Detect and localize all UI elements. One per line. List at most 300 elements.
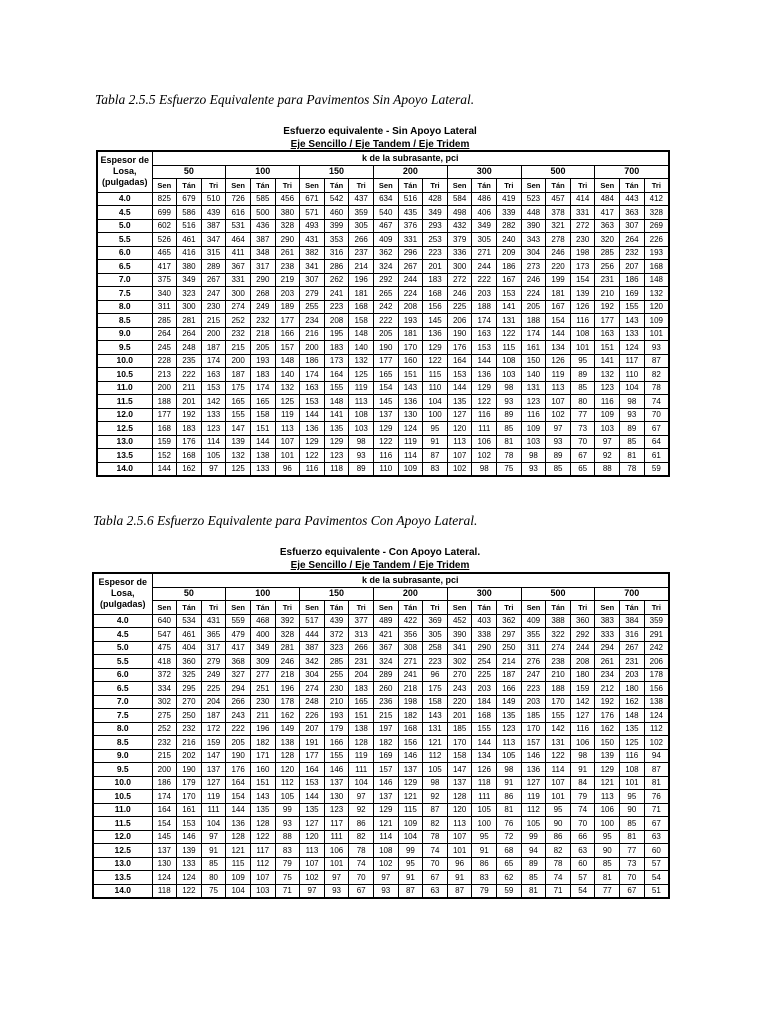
thickness-cell: 6.5: [97, 260, 152, 274]
thickness-header: Espesor de Losa, (pulgadas): [97, 151, 152, 192]
stress-value-cell: 131: [497, 314, 522, 328]
stress-value-cell: 109: [644, 314, 669, 328]
stress-value-cell: 232: [250, 314, 275, 328]
stress-value-cell: 342: [300, 655, 325, 669]
stress-value-cell: 305: [472, 233, 497, 247]
stress-value-cell: 151: [250, 776, 275, 790]
thickness-cell: 10.0: [97, 354, 152, 368]
stress-value-cell: 516: [177, 219, 202, 233]
stress-value-cell: 316: [324, 246, 349, 260]
stress-value-cell: 197: [373, 722, 398, 736]
thickness-cell: 4.5: [93, 628, 152, 642]
thickness-cell: 12.5: [93, 844, 152, 858]
stress-value-cell: 146: [398, 749, 423, 763]
table-row: [93, 655, 669, 669]
stress-value-cell: 200: [152, 381, 177, 395]
stress-value-cell: 159: [570, 682, 595, 696]
stress-value-cell: 202: [177, 749, 202, 763]
stress-value-cell: 144: [546, 327, 571, 341]
stress-value-cell: 144: [472, 354, 497, 368]
axle-type-header: Tán: [472, 601, 497, 615]
stress-value-cell: 183: [324, 341, 349, 355]
stress-value-cell: 112: [423, 749, 448, 763]
stress-value-cell: 585: [250, 192, 275, 206]
stress-value-cell: 153: [300, 776, 325, 790]
stress-value-cell: 136: [472, 368, 497, 382]
table-row: [93, 682, 669, 696]
stress-value-cell: 70: [570, 435, 595, 449]
stress-value-cell: 164: [300, 763, 325, 777]
stress-value-cell: 148: [275, 354, 300, 368]
stress-value-cell: 89: [546, 449, 571, 463]
stress-value-cell: 180: [620, 682, 645, 696]
stress-value-cell: 186: [497, 260, 522, 274]
stress-value-cell: 428: [423, 192, 448, 206]
table-row: [97, 300, 669, 314]
thickness-cell: 6.5: [93, 682, 152, 696]
stress-value-cell: 443: [620, 192, 645, 206]
stress-value-cell: 153: [177, 817, 202, 831]
stress-value-cell: 241: [324, 287, 349, 301]
stress-value-cell: 78: [644, 381, 669, 395]
stress-value-cell: 216: [300, 327, 325, 341]
stress-value-cell: 304: [300, 668, 325, 682]
stress-value-cell: 70: [423, 857, 448, 871]
stress-value-cell: 218: [398, 682, 423, 696]
thickness-cell: 7.5: [93, 709, 152, 723]
stress-value-cell: 461: [177, 233, 202, 247]
stress-value-cell: 85: [546, 462, 571, 476]
stress-value-cell: 148: [349, 327, 374, 341]
stress-value-cell: 124: [398, 422, 423, 436]
stress-value-cell: 300: [226, 287, 251, 301]
stress-value-cell: 247: [201, 287, 226, 301]
stress-value-cell: 168: [398, 722, 423, 736]
stress-value-cell: 119: [275, 408, 300, 422]
axle-type-header: Tri: [201, 601, 226, 615]
stress-value-cell: 245: [152, 341, 177, 355]
stress-value-cell: 436: [250, 219, 275, 233]
stress-value-cell: 161: [177, 803, 202, 817]
stress-value-cell: 223: [521, 682, 546, 696]
stress-value-cell: 165: [250, 395, 275, 409]
stress-value-cell: 91: [472, 844, 497, 858]
stress-value-cell: 175: [423, 682, 448, 696]
table-row: [97, 354, 669, 368]
stress-value-cell: 122: [546, 749, 571, 763]
stress-value-cell: 228: [152, 354, 177, 368]
stress-value-cell: 416: [177, 246, 202, 260]
stress-value-cell: 155: [620, 300, 645, 314]
stress-value-cell: 116: [373, 449, 398, 463]
stress-value-cell: 258: [423, 641, 448, 655]
stress-value-cell: 163: [201, 368, 226, 382]
stress-value-cell: 87: [644, 763, 669, 777]
stress-value-cell: 232: [226, 327, 251, 341]
stress-value-cell: 144: [472, 736, 497, 750]
stress-value-cell: 142: [546, 722, 571, 736]
stress-value-cell: 220: [447, 695, 472, 709]
stress-value-cell: 141: [595, 354, 620, 368]
stress-value-cell: 331: [570, 206, 595, 220]
stress-value-cell: 95: [546, 803, 571, 817]
stress-value-cell: 80: [201, 871, 226, 885]
stress-value-cell: 365: [201, 628, 226, 642]
stress-value-cell: 151: [595, 341, 620, 355]
axle-type-header: Tán: [620, 601, 645, 615]
stress-value-cell: 170: [447, 736, 472, 750]
stress-value-cell: 484: [595, 192, 620, 206]
stress-value-cell: 264: [152, 327, 177, 341]
stress-value-cell: 74: [644, 395, 669, 409]
stress-value-cell: 92: [595, 449, 620, 463]
stress-value-cell: 120: [644, 300, 669, 314]
k-value-header: 150: [300, 165, 374, 179]
stress-value-cell: 331: [398, 233, 423, 247]
stress-value-cell: 203: [472, 287, 497, 301]
k-value-header: 700: [595, 165, 669, 179]
stress-value-cell: 112: [521, 803, 546, 817]
stress-value-cell: 153: [472, 341, 497, 355]
stress-value-cell: 203: [472, 682, 497, 696]
stress-value-cell: 203: [275, 287, 300, 301]
stress-value-cell: 77: [620, 844, 645, 858]
stress-value-cell: 293: [423, 219, 448, 233]
stress-value-cell: 464: [226, 233, 251, 247]
table-row: [97, 395, 669, 409]
axle-type-header: Tán: [398, 179, 423, 193]
thickness-cell: 13.5: [97, 449, 152, 463]
stress-value-cell: 248: [177, 341, 202, 355]
stress-value-cell: 128: [349, 736, 374, 750]
stress-value-cell: 156: [398, 736, 423, 750]
stress-value-cell: 68: [497, 844, 522, 858]
stress-value-cell: 170: [177, 790, 202, 804]
stress-value-cell: 456: [275, 192, 300, 206]
stress-value-cell: 67: [620, 884, 645, 898]
axle-type-header: Sen: [152, 179, 177, 193]
stress-value-cell: 97: [546, 422, 571, 436]
stress-value-cell: 131: [423, 722, 448, 736]
stress-value-cell: 88: [595, 462, 620, 476]
stress-value-cell: 634: [373, 192, 398, 206]
k-value-header: 300: [447, 587, 521, 601]
stress-value-cell: 108: [570, 327, 595, 341]
stress-value-cell: 305: [349, 219, 374, 233]
stress-value-cell: 154: [226, 790, 251, 804]
stress-value-cell: 250: [497, 641, 522, 655]
stress-value-cell: 95: [472, 830, 497, 844]
stress-value-cell: 82: [349, 830, 374, 844]
stress-value-cell: 102: [373, 857, 398, 871]
stress-value-cell: 108: [349, 408, 374, 422]
stress-value-cell: 475: [152, 641, 177, 655]
stress-value-cell: 249: [250, 300, 275, 314]
stress-value-cell: 98: [620, 395, 645, 409]
stress-value-cell: 261: [595, 655, 620, 669]
stress-value-cell: 270: [447, 668, 472, 682]
stress-value-cell: 141: [324, 408, 349, 422]
stress-value-cell: 166: [275, 327, 300, 341]
stress-value-cell: 363: [620, 206, 645, 220]
stress-value-cell: 290: [275, 233, 300, 247]
stress-value-cell: 135: [447, 395, 472, 409]
stress-value-cell: 134: [546, 341, 571, 355]
stress-value-cell: 151: [250, 422, 275, 436]
stress-value-cell: 123: [324, 803, 349, 817]
thickness-cell: 13.5: [93, 871, 152, 885]
stress-value-cell: 66: [570, 830, 595, 844]
stress-value-cell: 252: [152, 722, 177, 736]
stress-value-cell: 163: [300, 381, 325, 395]
stress-value-cell: 215: [152, 749, 177, 763]
stress-value-cell: 559: [226, 614, 251, 628]
stress-value-cell: 137: [201, 763, 226, 777]
table-row: [97, 408, 669, 422]
stress-value-cell: 159: [152, 435, 177, 449]
stress-value-cell: 96: [275, 462, 300, 476]
stress-value-cell: 128: [250, 817, 275, 831]
stress-value-cell: 305: [423, 628, 448, 642]
stress-value-cell: 128: [447, 790, 472, 804]
stress-value-cell: 112: [644, 722, 669, 736]
thickness-cell: 11.0: [93, 803, 152, 817]
stress-value-cell: 179: [324, 722, 349, 736]
stress-value-cell: 154: [546, 314, 571, 328]
stress-value-cell: 130: [152, 857, 177, 871]
stress-value-cell: 208: [324, 314, 349, 328]
stress-value-cell: 166: [324, 736, 349, 750]
table-row: [97, 327, 669, 341]
stress-value-cell: 289: [373, 668, 398, 682]
stress-value-cell: 85: [497, 422, 522, 436]
axle-type-header: Tán: [546, 601, 571, 615]
stress-value-cell: 170: [521, 722, 546, 736]
stress-value-cell: 59: [497, 884, 522, 898]
stress-value-cell: 95: [620, 790, 645, 804]
thickness-cell: 8.5: [93, 736, 152, 750]
stress-value-cell: 185: [521, 709, 546, 723]
stress-table-no-lateral-support: [96, 150, 670, 477]
stress-value-cell: 144: [300, 790, 325, 804]
stress-value-cell: 290: [472, 641, 497, 655]
stress-value-cell: 174: [152, 790, 177, 804]
stress-value-cell: 260: [373, 682, 398, 696]
stress-value-cell: 237: [349, 246, 374, 260]
stress-value-cell: 252: [226, 314, 251, 328]
stress-value-cell: 176: [177, 435, 202, 449]
stress-value-cell: 156: [644, 682, 669, 696]
stress-value-cell: 139: [595, 749, 620, 763]
stress-value-cell: 179: [177, 776, 202, 790]
stress-value-cell: 105: [423, 763, 448, 777]
stress-value-cell: 130: [324, 790, 349, 804]
stress-value-cell: 122: [300, 449, 325, 463]
stress-value-cell: 78: [497, 449, 522, 463]
stress-value-cell: 99: [521, 830, 546, 844]
stress-value-cell: 526: [152, 233, 177, 247]
axle-type-header: Sen: [226, 179, 251, 193]
stress-value-cell: 328: [275, 628, 300, 642]
stress-value-cell: 136: [423, 327, 448, 341]
stress-value-cell: 212: [595, 682, 620, 696]
stress-value-cell: 180: [570, 668, 595, 682]
stress-value-cell: 296: [398, 246, 423, 260]
stress-value-cell: 190: [373, 341, 398, 355]
stress-value-cell: 112: [250, 857, 275, 871]
stress-value-cell: 67: [570, 449, 595, 463]
stress-value-cell: 380: [275, 206, 300, 220]
stress-value-cell: 104: [349, 776, 374, 790]
table-row: [97, 273, 669, 287]
stress-value-cell: 129: [373, 803, 398, 817]
thickness-cell: 6.0: [93, 668, 152, 682]
stress-value-cell: 115: [423, 368, 448, 382]
stress-value-cell: 328: [275, 219, 300, 233]
stress-value-cell: 267: [201, 273, 226, 287]
table-row: [93, 884, 669, 898]
stress-value-cell: 102: [447, 462, 472, 476]
stress-value-cell: 136: [226, 817, 251, 831]
stress-value-cell: 369: [423, 614, 448, 628]
stress-value-cell: 193: [324, 709, 349, 723]
stress-value-cell: 121: [398, 790, 423, 804]
stress-value-cell: 187: [201, 709, 226, 723]
stress-value-cell: 404: [177, 641, 202, 655]
stress-value-cell: 71: [275, 884, 300, 898]
stress-value-cell: 163: [472, 327, 497, 341]
stress-value-cell: 133: [177, 857, 202, 871]
stress-value-cell: 468: [250, 614, 275, 628]
stress-value-cell: 65: [570, 462, 595, 476]
stress-value-cell: 155: [324, 381, 349, 395]
axle-type-header: Tri: [275, 601, 300, 615]
stress-value-cell: 122: [472, 395, 497, 409]
stress-value-cell: 100: [423, 408, 448, 422]
stress-value-cell: 234: [300, 314, 325, 328]
stress-value-cell: 399: [324, 219, 349, 233]
stress-value-cell: 269: [644, 219, 669, 233]
stress-value-cell: 104: [226, 884, 251, 898]
stress-value-cell: 119: [546, 368, 571, 382]
stress-value-cell: 174: [250, 381, 275, 395]
thickness-cell: 5.5: [93, 655, 152, 669]
stress-value-cell: 102: [546, 408, 571, 422]
stress-value-cell: 210: [546, 668, 571, 682]
stress-value-cell: 93: [349, 449, 374, 463]
stress-value-cell: 340: [152, 287, 177, 301]
stress-value-cell: 640: [152, 614, 177, 628]
stress-value-cell: 78: [620, 462, 645, 476]
stress-value-cell: 376: [398, 219, 423, 233]
stress-value-cell: 135: [300, 803, 325, 817]
stress-value-cell: 209: [497, 246, 522, 260]
stress-value-cell: 127: [300, 817, 325, 831]
stress-value-cell: 489: [373, 614, 398, 628]
stress-value-cell: 107: [250, 871, 275, 885]
stress-value-cell: 200: [226, 354, 251, 368]
stress-value-cell: 134: [472, 749, 497, 763]
stress-value-cell: 98: [423, 776, 448, 790]
table-row: [93, 763, 669, 777]
stress-value-cell: 122: [373, 435, 398, 449]
stress-value-cell: 182: [250, 736, 275, 750]
stress-value-cell: 387: [250, 233, 275, 247]
stress-value-cell: 116: [595, 395, 620, 409]
stress-value-cell: 146: [521, 749, 546, 763]
stress-value-cell: 67: [644, 422, 669, 436]
stress-value-cell: 547: [152, 628, 177, 642]
stress-value-cell: 98: [497, 381, 522, 395]
stress-value-cell: 246: [546, 246, 571, 260]
stress-value-cell: 91: [423, 435, 448, 449]
stress-value-cell: 274: [546, 641, 571, 655]
stress-value-cell: 98: [497, 763, 522, 777]
stress-value-cell: 325: [177, 668, 202, 682]
stress-value-cell: 406: [472, 206, 497, 220]
stress-value-cell: 201: [423, 260, 448, 274]
stress-value-cell: 59: [644, 462, 669, 476]
stress-value-cell: 74: [423, 844, 448, 858]
stress-value-cell: 113: [595, 790, 620, 804]
stress-value-cell: 244: [398, 273, 423, 287]
stress-value-cell: 118: [324, 462, 349, 476]
stress-value-cell: 107: [447, 449, 472, 463]
stress-value-cell: 89: [349, 462, 374, 476]
stress-value-cell: 89: [497, 408, 522, 422]
stress-value-cell: 281: [177, 314, 202, 328]
stress-value-cell: 699: [152, 206, 177, 220]
stress-value-cell: 186: [620, 273, 645, 287]
stress-value-cell: 90: [620, 803, 645, 817]
stress-value-cell: 131: [521, 381, 546, 395]
stress-value-cell: 498: [447, 206, 472, 220]
stress-value-cell: 616: [226, 206, 251, 220]
stress-value-cell: 70: [570, 817, 595, 831]
stress-value-cell: 108: [497, 354, 522, 368]
stress-value-cell: 431: [201, 614, 226, 628]
stress-value-cell: 67: [349, 884, 374, 898]
stress-value-cell: 215: [373, 709, 398, 723]
stress-value-cell: 108: [620, 763, 645, 777]
stress-value-cell: 285: [324, 655, 349, 669]
stress-value-cell: 123: [521, 395, 546, 409]
stress-value-cell: 129: [423, 341, 448, 355]
stress-value-cell: 414: [570, 192, 595, 206]
stress-value-cell: 101: [570, 341, 595, 355]
stress-value-cell: 139: [570, 287, 595, 301]
stress-value-cell: 155: [226, 408, 251, 422]
stress-value-cell: 98: [349, 435, 374, 449]
stress-value-cell: 277: [250, 668, 275, 682]
stress-value-cell: 102: [644, 736, 669, 750]
stress-value-cell: 171: [250, 749, 275, 763]
stress-value-cell: 74: [546, 871, 571, 885]
stress-value-cell: 124: [644, 709, 669, 723]
stress-value-cell: 64: [644, 435, 669, 449]
stress-value-cell: 292: [570, 628, 595, 642]
stress-value-cell: 500: [250, 206, 275, 220]
stress-value-cell: 140: [275, 368, 300, 382]
stress-value-cell: 126: [570, 300, 595, 314]
stress-value-cell: 300: [447, 260, 472, 274]
stress-value-cell: 118: [472, 776, 497, 790]
stress-value-cell: 105: [521, 817, 546, 831]
stress-value-cell: 384: [620, 614, 645, 628]
stress-value-cell: 107: [275, 435, 300, 449]
table-row: [97, 368, 669, 382]
stress-value-cell: 137: [373, 790, 398, 804]
